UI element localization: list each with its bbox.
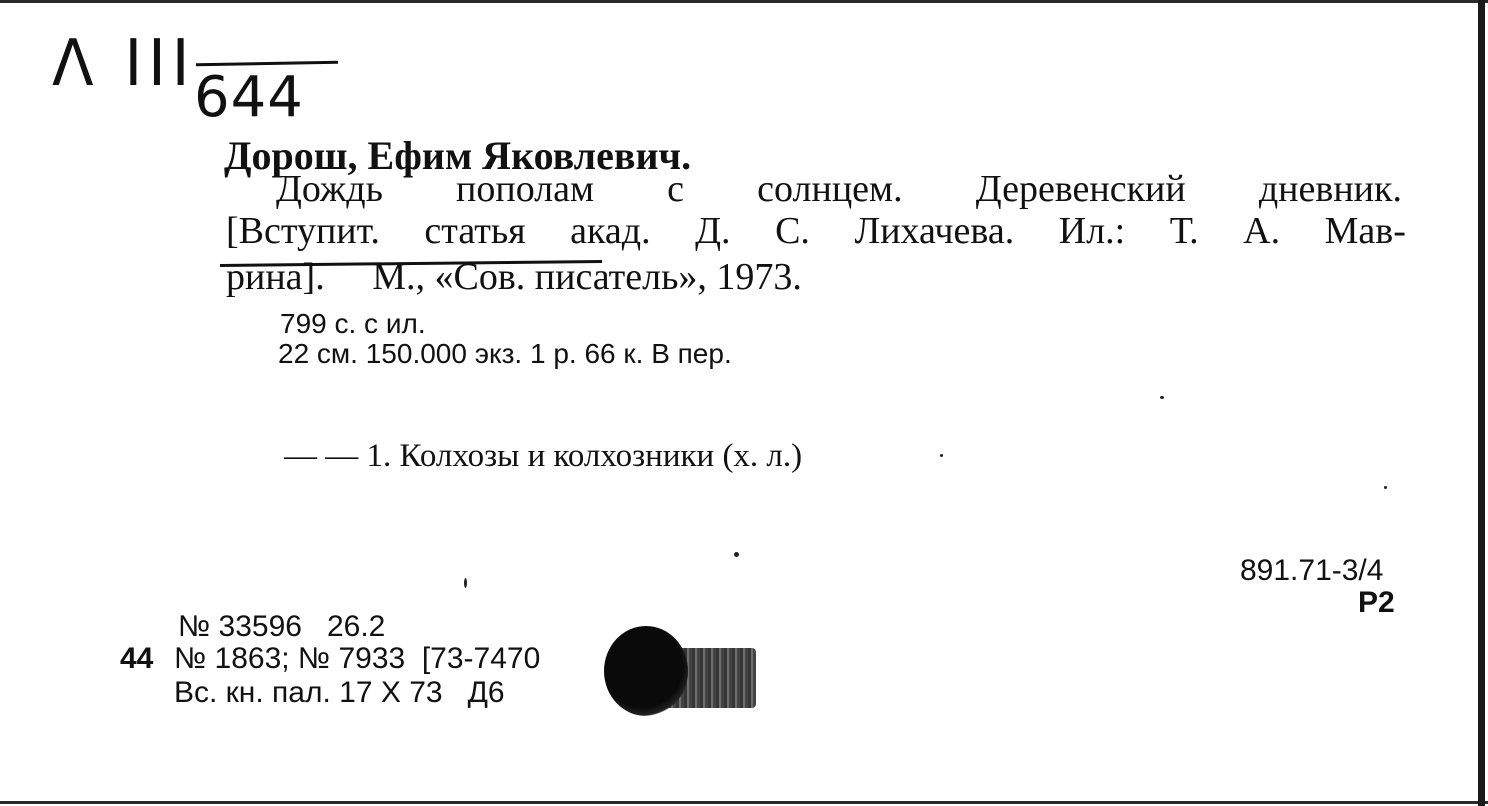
word: Мав- <box>1324 210 1406 252</box>
word: Д. <box>695 210 731 252</box>
dust-speck <box>734 552 739 557</box>
dust-speck <box>1384 486 1387 489</box>
shelfmark-prefix: Λ III <box>52 27 196 101</box>
card-copies-count: 44 <box>120 642 154 675</box>
word: Деревенский <box>975 168 1186 210</box>
word: пополам <box>456 168 595 210</box>
ink-blot <box>604 626 688 716</box>
card-top-edge <box>0 0 1488 3</box>
word: солнцем. <box>757 168 903 210</box>
subject-entry: — — 1. Колхозы и колхозники (х. л.) <box>284 438 803 474</box>
cutter-mark: Р2 <box>1358 586 1395 619</box>
word: С. <box>775 210 810 252</box>
word: А. <box>1243 210 1281 252</box>
udc-classmark: 891.71-3/4 <box>1240 554 1384 587</box>
imprint-line-1: № 33596 26.2 <box>178 610 386 643</box>
imprint-line-2: № 1863; № 7933 [73-7470 <box>174 642 541 675</box>
title-line-3: рина]. М., «Сов. писатель», 1973. <box>226 256 802 298</box>
word: статья <box>424 210 526 252</box>
imprint-line-3: Вс. кн. пал. 17 X 73 Д6 <box>174 676 505 709</box>
shelfmark-number: 644 <box>194 65 304 130</box>
title-line-1 <box>276 170 1402 208</box>
word: Лихачева. <box>854 210 1015 252</box>
card-bottom-edge <box>0 801 1488 804</box>
word: с <box>667 168 685 210</box>
word: [Вступит. <box>226 210 380 252</box>
dust-speck <box>1160 396 1164 399</box>
word: Дождь <box>276 168 383 210</box>
word: дневник. <box>1258 168 1402 210</box>
physical-pages: 799 с. с ил. <box>280 308 426 339</box>
word: Ил.: <box>1058 210 1126 252</box>
physical-details: 22 см. 150.000 экз. 1 р. 66 к. В пер. <box>278 338 732 369</box>
title-line-2 <box>226 212 1406 250</box>
word: акад. <box>570 210 651 252</box>
card-right-edge <box>1478 0 1485 806</box>
dust-speck <box>940 454 943 457</box>
dust-speck <box>464 578 467 588</box>
author-heading: Дорош, Ефим Яковлевич. <box>224 133 692 178</box>
word: Т. <box>1169 210 1199 252</box>
